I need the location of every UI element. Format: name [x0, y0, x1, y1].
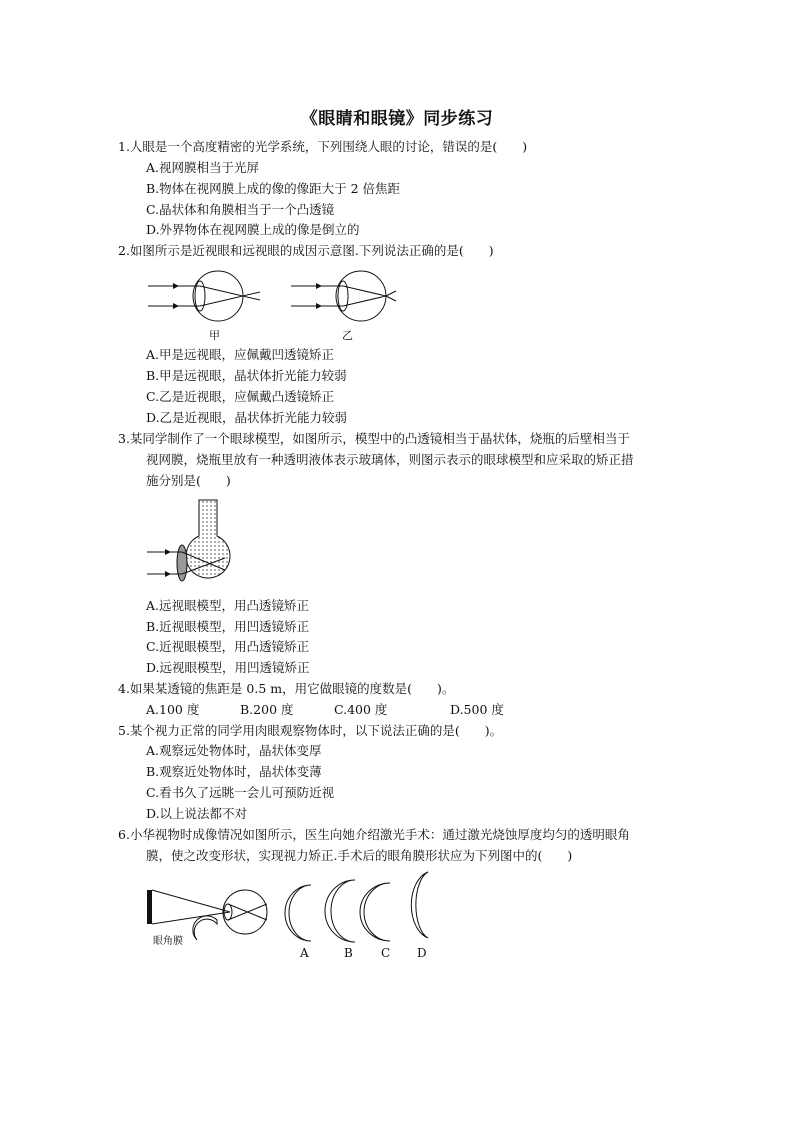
- q6-cornea-shape-c: [362, 881, 396, 943]
- q6-letter-c: C: [381, 946, 391, 960]
- q2-option-b: B.甲是远视眼，晶状体折光能力较弱: [146, 368, 347, 383]
- q6-stem-line-1: 6.小华视物时成像情况如图所示，医生向她介绍激光手术：通过激光烧蚀厚度均匀的透明眼角: [118, 827, 630, 842]
- q6-stem-line-2: 膜，使之改变形状，实现视力矫正.手术后的眼角膜形状应为下列图中的( ): [146, 848, 573, 863]
- q4-stem: 4.如果某透镜的焦距是 0.5 m，用它做眼镜的度数是( )。: [118, 681, 455, 696]
- q2-label-yi: 乙: [342, 329, 353, 342]
- q2-label-jia: 甲: [209, 329, 220, 342]
- q4-option-a: A.100 度: [146, 702, 200, 717]
- q2-eye-diagram-jia: [145, 270, 270, 330]
- q2-option-d: D.乙是近视眼，晶状体折光能力较弱: [146, 410, 348, 425]
- q3-option-c: C.近视眼模型，用凸透镜矫正: [146, 639, 310, 654]
- q3-stem-line-1: 3.某同学制作了一个眼球模型，如图所示，模型中的凸透镜相当于晶状体，烧瓶的后壁相当于: [118, 431, 630, 446]
- q4-option-b: B.200 度: [240, 702, 294, 717]
- q3-option-d: D.远视眼模型，用凹透镜矫正: [146, 660, 310, 675]
- q5-option-b: B.观察近处物体时，晶状体变薄: [146, 764, 322, 779]
- q1-option-c: C.晶状体和角膜相当于一个凸透镜: [146, 202, 335, 217]
- q2-option-a: A.甲是远视眼，应佩戴凹透镜矫正: [146, 347, 335, 362]
- q5-option-c: C.看书久了远眺一会儿可预防近视: [146, 785, 335, 800]
- q3-option-b: B.近视眼模型，用凹透镜矫正: [146, 619, 310, 634]
- q6-letter-d: D: [417, 946, 427, 960]
- q6-letter-b: B: [344, 946, 353, 960]
- q6-cornea-shape-b: [327, 878, 361, 944]
- q1-stem: 1.人眼是一个高度精密的光学系统，下列围绕人眼的讨论，错误的是( ): [118, 139, 528, 154]
- q4-option-d: D.500 度: [450, 702, 504, 717]
- q3-stem-line-3: 施分别是( ): [146, 473, 231, 488]
- q2-eye-diagram-yi: [288, 270, 413, 330]
- q4-option-c: C.400 度: [334, 702, 388, 717]
- q6-cornea-shape-d: [402, 870, 432, 940]
- q6-cornea-shape-a: [287, 883, 317, 943]
- q6-letter-a: A: [300, 946, 309, 960]
- q2-stem: 2.如图所示是近视眼和远视眼的成因示意图.下列说法正确的是( ): [118, 243, 494, 258]
- q5-stem: 5.某个视力正常的同学用肉眼观察物体时，以下说法正确的是( )。: [118, 723, 503, 738]
- q2-option-c: C.乙是近视眼，应佩戴凸透镜矫正: [146, 389, 335, 404]
- page-title: 《眼睛和眼镜》同步练习: [300, 109, 494, 129]
- q4-options-row: [0, 702, 794, 718]
- q6-cornea-label: 眼角膜: [153, 936, 183, 947]
- q3-stem-line-2: 视网膜，烧瓶里放有一种透明液体表示玻璃体，则图示表示的眼球模型和应采取的矫正措: [146, 452, 634, 467]
- q3-eye-model-diagram: [145, 496, 240, 591]
- q3-option-a: A.远视眼模型，用凸透镜矫正: [146, 598, 310, 613]
- q1-option-d: D.外界物体在视网膜上成的像是倒立的: [146, 222, 360, 237]
- q1-option-b: B.物体在视网膜上成的像的像距大于 2 倍焦距: [146, 181, 401, 196]
- q5-option-a: A.观察远处物体时，晶状体变厚: [146, 743, 322, 758]
- q5-option-d: D.以上说法都不对: [146, 806, 248, 821]
- q1-option-a: A.视网膜相当于光屏: [146, 160, 260, 175]
